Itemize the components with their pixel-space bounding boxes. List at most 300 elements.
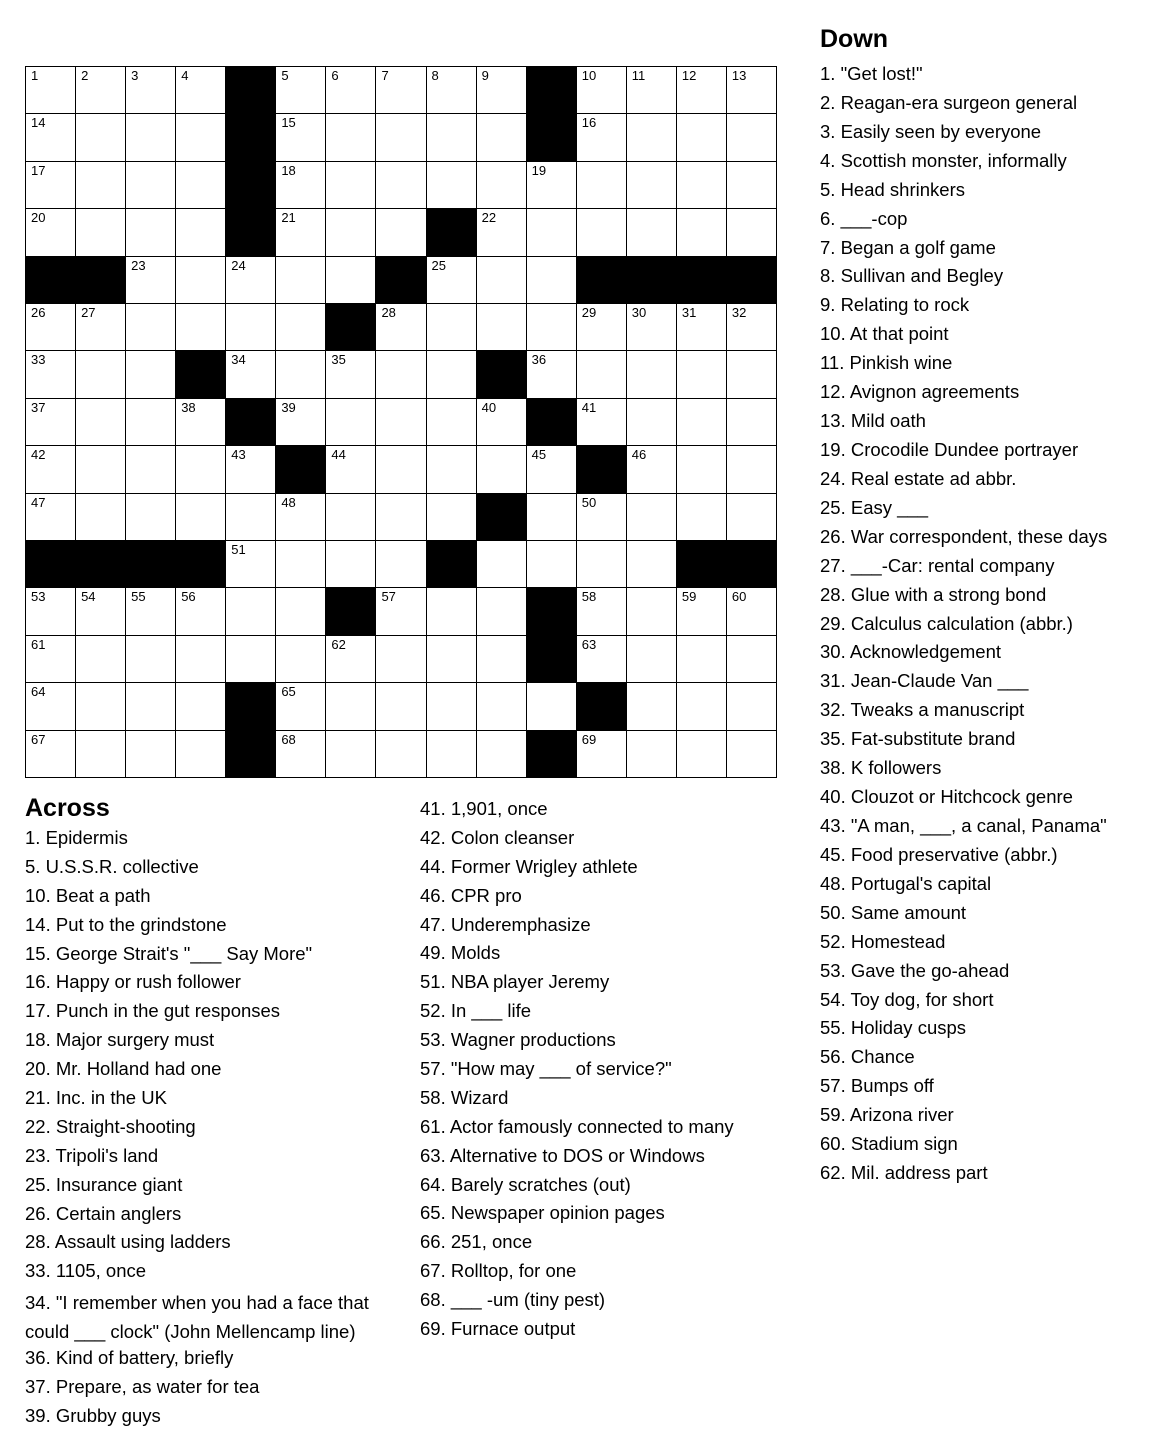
clue-item: 33. 1105, once [25,1260,147,1282]
grid-cell[interactable] [26,731,76,778]
grid-cell[interactable] [26,446,76,493]
grid-cell[interactable] [427,399,477,446]
grid-cell[interactable] [376,304,426,351]
grid-cell[interactable] [376,162,426,209]
clue-item: 37. Prepare, as water for tea [25,1375,260,1397]
grid-cell[interactable] [326,351,376,398]
grid-cell[interactable] [577,162,627,209]
clue-item: 69. Furnace output [420,1318,576,1340]
cell-number: 19 [531,162,547,178]
grid-cell[interactable] [727,162,777,209]
grid-cell[interactable] [326,257,376,304]
grid-cell[interactable] [427,257,477,304]
cell-number: 13 [731,68,747,83]
cell-number: 41 [581,399,597,415]
cell-number: 14 [31,115,46,131]
clue-item: 7. Began a golf game [820,236,996,258]
grid-cell[interactable] [126,588,176,635]
grid-cell[interactable] [627,683,677,730]
clue-item: 68. ___ -um (tiny pest) [420,1289,606,1311]
grid-cell[interactable] [176,494,226,541]
clue-item: 51. NBA player Jeremy [420,971,610,993]
grid-cell[interactable] [376,114,426,161]
grid-cell[interactable] [126,494,176,541]
grid-cell[interactable] [527,351,577,398]
black-square [527,588,577,635]
cell-number: 21 [281,210,296,226]
grid-cell[interactable] [477,209,527,256]
grid-cell[interactable] [677,209,727,256]
grid-cell[interactable] [376,683,426,730]
grid-cell[interactable] [276,494,326,541]
grid-cell[interactable] [376,541,426,588]
grid-cell[interactable] [176,588,226,635]
grid-cell[interactable] [627,588,677,635]
grid-cell[interactable] [276,399,326,446]
grid-cell[interactable] [76,731,126,778]
grid-cell[interactable] [427,588,477,635]
grid-cell[interactable] [427,731,477,778]
clue-item: 36. Kind of battery, briefly [25,1347,234,1369]
grid-cell[interactable] [727,67,777,114]
clue-item: 1. Epidermis [25,827,128,848]
grid-cell[interactable] [376,494,426,541]
grid-cell[interactable] [226,446,276,493]
clue-item: 55. Holiday cusps [820,1017,967,1039]
clue-item: 15. George Strait's "___ Say More" [25,942,313,964]
grid-cell[interactable] [376,636,426,683]
grid-cell[interactable] [477,446,527,493]
grid-cell[interactable] [477,399,527,446]
grid-cell[interactable] [477,636,527,683]
clue-item: 32. Tweaks a manuscript [820,699,1025,721]
grid-cell[interactable] [727,351,777,398]
black-square [176,351,226,398]
grid-cell[interactable] [226,636,276,683]
grid-cell[interactable] [727,588,777,635]
black-square [677,257,727,304]
grid-cell[interactable] [176,683,226,730]
cell-number: 25 [431,257,446,273]
clue-item: 53. Wagner productions [420,1029,616,1051]
across-clue-list [25,826,410,1433]
clue-item: 39. Grubby guys [25,1404,161,1426]
black-square [226,399,276,446]
grid-cell[interactable] [677,162,727,209]
cell-number: 16 [581,115,597,131]
cell-number: 69 [581,731,597,747]
grid-cell[interactable] [577,541,627,588]
grid-cell[interactable] [276,114,326,161]
grid-cell[interactable] [76,399,126,446]
grid-cell[interactable] [326,446,376,493]
grid-cell[interactable] [727,209,777,256]
black-square [727,541,777,588]
grid-cell[interactable] [627,209,677,256]
grid-cell[interactable] [677,114,727,161]
cell-number: 43 [231,447,246,463]
grid-cell[interactable] [527,494,577,541]
cell-number: 55 [131,589,146,605]
clue-item: 50. Same amount [820,901,967,923]
grid-cell[interactable] [326,541,376,588]
clue-item: 46. CPR pro [420,884,522,906]
grid-cell[interactable] [176,162,226,209]
clue-item: 52. In ___ life [420,1000,532,1022]
grid-cell[interactable] [677,494,727,541]
black-square [226,731,276,778]
grid-cell[interactable] [427,67,477,114]
grid-cell[interactable] [276,257,326,304]
clue-item: 28. Assault using ladders [25,1231,231,1253]
grid-cell[interactable] [627,636,677,683]
grid-cell[interactable] [76,114,126,161]
grid-cell[interactable] [226,257,276,304]
grid-cell[interactable] [126,304,176,351]
cell-number: 34 [231,352,246,368]
grid-cell[interactable] [126,446,176,493]
grid-cell[interactable] [627,541,677,588]
grid-cell[interactable] [527,446,577,493]
grid-cell[interactable] [276,209,326,256]
grid-cell[interactable] [326,114,376,161]
black-square [276,446,326,493]
grid-cell[interactable] [26,351,76,398]
cell-number: 31 [681,305,697,320]
grid-cell[interactable] [727,114,777,161]
grid-cell[interactable] [26,209,76,256]
clue-item: 29. Calculus calculation (abbr.) [820,612,1073,634]
grid-cell[interactable] [26,588,76,635]
clue-item: 31. Jean-Claude Van ___ [820,670,1029,692]
grid-cell[interactable] [276,162,326,209]
grid-cell[interactable] [677,588,727,635]
black-square [527,636,577,683]
clue-item: 54. Toy dog, for short [820,988,994,1010]
black-square [76,541,126,588]
black-square [527,114,577,161]
grid-cell[interactable] [176,304,226,351]
clue-item: 5. U.S.S.R. collective [25,855,199,877]
clue-item: 6. ___-cop [820,207,908,229]
grid-cell[interactable] [176,209,226,256]
grid-cell[interactable] [76,494,126,541]
clue-item: 56. Chance [820,1046,915,1068]
grid-cell[interactable] [677,304,727,351]
cell-number: 27 [81,305,96,320]
grid-cell[interactable] [627,67,677,114]
grid-cell[interactable] [527,209,577,256]
clue-item: 43. "A man, ___, a canal, Panama" [820,814,1107,836]
grid-cell[interactable] [677,351,727,398]
grid-cell[interactable] [226,304,276,351]
grid-cell[interactable] [577,494,627,541]
grid-cell[interactable] [376,399,426,446]
grid-cell[interactable] [26,162,76,209]
grid-cell[interactable] [326,162,376,209]
clue-item: 26. War correspondent, these days [820,525,1108,547]
grid-cell[interactable] [276,304,326,351]
clue-item: 57. "How may ___ of service?" [420,1058,672,1080]
clue-item: 60. Stadium sign [820,1133,958,1155]
clue-item: 14. Put to the grindstone [25,913,227,935]
grid-cell[interactable] [326,636,376,683]
black-square [577,257,627,304]
grid-cell[interactable] [76,446,126,493]
cell-number: 57 [381,589,396,605]
grid-cell[interactable] [276,683,326,730]
grid-cell[interactable] [577,399,627,446]
black-square [427,209,477,256]
black-square [126,541,176,588]
grid-cell[interactable] [727,731,777,778]
grid-cell[interactable] [527,541,577,588]
black-square [226,67,276,114]
cell-number: 64 [31,684,46,700]
grid-cell[interactable] [427,494,477,541]
cell-number: 18 [281,162,296,178]
cell-number: 3 [131,68,139,83]
cell-number: 29 [581,305,597,320]
grid-cell[interactable] [727,446,777,493]
grid-cell[interactable] [26,683,76,730]
cell-number: 44 [331,447,346,463]
cell-number: 45 [531,447,547,463]
grid-cell[interactable] [477,304,527,351]
grid-cell[interactable] [326,67,376,114]
grid-cell[interactable] [26,399,76,446]
grid-cell[interactable] [176,67,226,114]
grid-cell[interactable] [627,399,677,446]
grid-cell[interactable] [176,446,226,493]
grid-cell[interactable] [226,541,276,588]
grid-cell[interactable] [577,731,627,778]
grid-cell[interactable] [26,67,76,114]
grid-cell[interactable] [126,114,176,161]
down-heading: Down [820,25,889,53]
cell-number: 23 [131,257,146,273]
grid-cell[interactable] [427,351,477,398]
grid-cell[interactable] [376,351,426,398]
clue-item: 12. Avignon agreements [820,381,1020,403]
grid-cell[interactable] [477,114,527,161]
cell-number: 62 [331,636,346,652]
grid-cell[interactable] [677,636,727,683]
cell-number: 2 [81,68,89,83]
cell-number: 28 [381,305,396,320]
clue-item: 26. Certain anglers [25,1202,182,1224]
grid-cell[interactable] [326,683,376,730]
grid-cell[interactable] [176,399,226,446]
clue-item: 28. Glue with a strong bond [820,583,1047,605]
clue-item: 63. Alternative to DOS or Windows [420,1144,705,1166]
grid-cell[interactable] [577,114,627,161]
grid-cell[interactable] [677,731,727,778]
grid-cell[interactable] [276,731,326,778]
grid-cell[interactable] [376,209,426,256]
grid-cell[interactable] [326,731,376,778]
down-clue-list [820,62,1150,1190]
grid-cell[interactable] [276,67,326,114]
grid-cell[interactable] [477,162,527,209]
black-square [26,541,76,588]
grid-cell[interactable] [276,588,326,635]
cell-number: 26 [31,305,46,320]
grid-cell[interactable] [577,67,627,114]
grid-cell[interactable] [627,304,677,351]
grid-cell[interactable] [126,209,176,256]
grid-cell[interactable] [276,636,326,683]
clue-item: 10. Beat a path [25,884,151,906]
grid-cell[interactable] [326,494,376,541]
grid-cell[interactable] [477,588,527,635]
clue-item: 22. Straight-shooting [25,1115,196,1137]
grid-cell[interactable] [126,67,176,114]
grid-cell[interactable] [126,731,176,778]
cell-number: 59 [681,589,697,605]
black-square [577,446,627,493]
cell-number: 10 [581,68,597,83]
grid-cell[interactable] [76,683,126,730]
grid-cell[interactable] [627,351,677,398]
grid-cell[interactable] [126,683,176,730]
grid-cell[interactable] [527,162,577,209]
grid-cell[interactable] [226,494,276,541]
grid-cell[interactable] [126,399,176,446]
grid-cell[interactable] [477,683,527,730]
grid-cell[interactable] [26,114,76,161]
grid-cell[interactable] [76,67,126,114]
grid-cell[interactable] [677,67,727,114]
grid-cell[interactable] [76,636,126,683]
grid-cell[interactable] [627,494,677,541]
black-square [376,257,426,304]
clue-item: 10. At that point [820,323,949,345]
black-square [527,399,577,446]
grid-cell[interactable] [427,304,477,351]
cell-number: 22 [481,210,497,226]
black-square [727,257,777,304]
grid-cell[interactable] [427,636,477,683]
grid-cell[interactable] [176,731,226,778]
grid-cell[interactable] [76,588,126,635]
grid-cell[interactable] [727,683,777,730]
clue-item: 47. Underemphasize [420,913,591,935]
grid-cell[interactable] [176,114,226,161]
clue-item: 62. Mil. address part [820,1162,988,1184]
clue-item: 44. Former Wrigley athlete [420,855,638,877]
grid-cell[interactable] [126,636,176,683]
black-square [226,162,276,209]
grid-cell[interactable] [276,351,326,398]
grid-cell[interactable] [226,351,276,398]
grid-cell[interactable] [627,731,677,778]
grid-cell[interactable] [26,494,76,541]
grid-cell[interactable] [477,731,527,778]
grid-cell[interactable] [577,588,627,635]
grid-cell[interactable] [427,683,477,730]
grid-cell[interactable] [527,257,577,304]
clue-item: 38. K followers [820,757,942,779]
grid-cell[interactable] [727,399,777,446]
grid-cell[interactable] [727,494,777,541]
grid-cell[interactable] [477,257,527,304]
grid-cell[interactable] [326,209,376,256]
grid-cell[interactable] [527,304,577,351]
grid-cell[interactable] [477,541,527,588]
grid-cell[interactable] [176,257,226,304]
grid-cell[interactable] [126,162,176,209]
cell-number: 54 [81,589,96,605]
grid-cell[interactable] [527,683,577,730]
clue-item: 40. Clouzot or Hitchcock genre [820,786,1073,808]
cell-number: 60 [731,589,747,605]
cell-number: 12 [681,68,697,83]
grid-cell[interactable] [126,351,176,398]
cell-number: 8 [431,68,439,83]
grid-cell[interactable] [727,636,777,683]
grid-cell[interactable] [577,636,627,683]
grid-cell[interactable] [76,162,126,209]
grid-cell[interactable] [577,209,627,256]
grid-cell[interactable] [577,304,627,351]
black-square [226,114,276,161]
grid-cell[interactable] [76,351,126,398]
cell-number: 39 [281,399,296,415]
black-square [427,541,477,588]
grid-cell[interactable] [677,399,727,446]
grid-cell[interactable] [427,162,477,209]
grid-cell[interactable] [727,304,777,351]
black-square [477,494,527,541]
clue-item: 4. Scottish monster, informally [820,149,1067,171]
grid-cell[interactable] [677,683,727,730]
grid-cell[interactable] [326,399,376,446]
grid-cell[interactable] [427,446,477,493]
grid-cell[interactable] [627,162,677,209]
grid-cell[interactable] [477,67,527,114]
grid-cell[interactable] [376,446,426,493]
grid-cell[interactable] [26,304,76,351]
grid-cell[interactable] [376,588,426,635]
grid-cell[interactable] [226,588,276,635]
grid-cell[interactable] [376,67,426,114]
cell-number: 67 [31,731,46,747]
grid-cell[interactable] [376,731,426,778]
cell-number: 63 [581,636,597,652]
cell-number: 48 [281,494,296,510]
grid-cell[interactable] [126,257,176,304]
grid-cell[interactable] [627,446,677,493]
grid-cell[interactable] [276,541,326,588]
cell-number: 11 [631,68,646,83]
cell-number: 33 [31,352,46,368]
grid-cell[interactable] [26,636,76,683]
grid-cell[interactable] [677,446,727,493]
grid-cell[interactable] [627,114,677,161]
grid-cell[interactable] [176,636,226,683]
grid-cell[interactable] [76,304,126,351]
grid-cell[interactable] [427,114,477,161]
grid-cell[interactable] [577,351,627,398]
grid-cell[interactable] [76,209,126,256]
cell-number: 56 [181,589,196,605]
clue-item: 67. Rolltop, for one [420,1260,577,1282]
cell-number: 68 [281,731,296,747]
black-square [26,257,76,304]
black-square [477,351,527,398]
cell-number: 17 [31,162,46,178]
